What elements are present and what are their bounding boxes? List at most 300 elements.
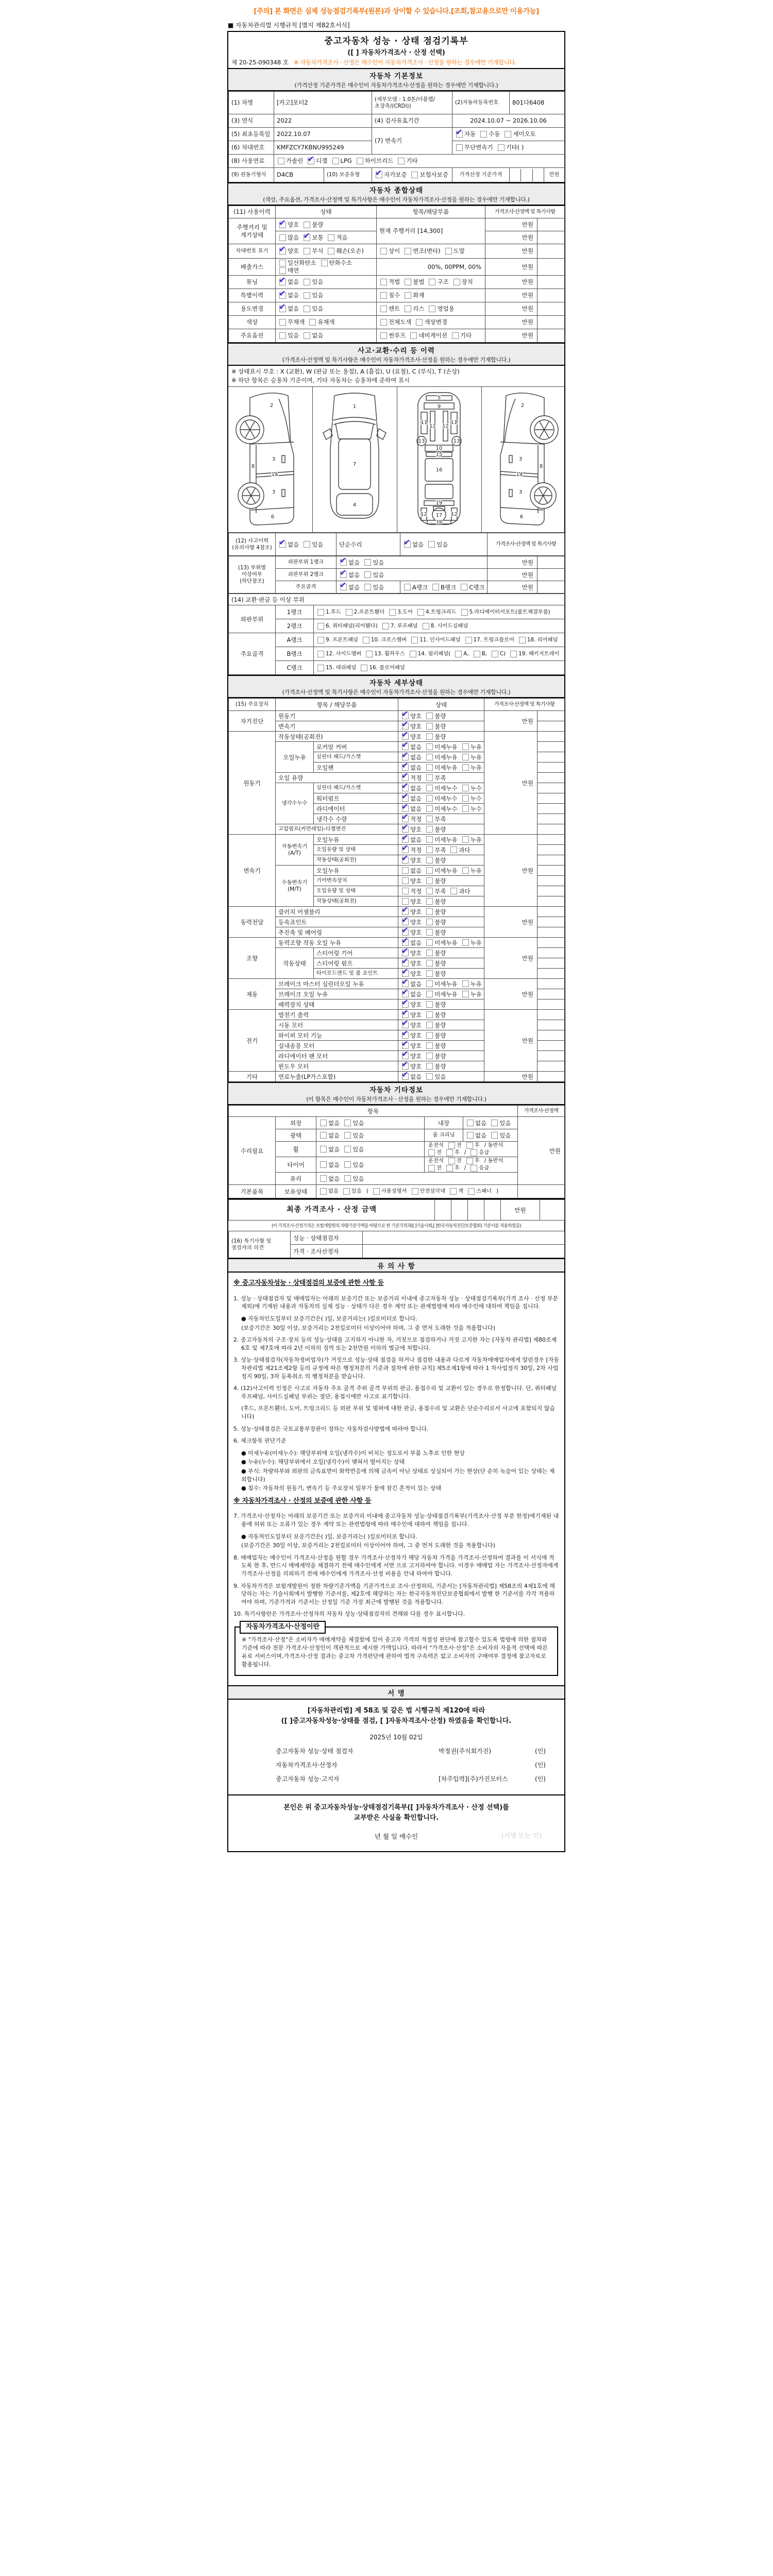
price-digit-box <box>532 169 544 181</box>
checkbox[interactable] <box>462 754 469 760</box>
signer-role: 중고자동차 성능·고지자 <box>276 1775 340 1783</box>
checkbox-label: 누수 <box>470 805 482 812</box>
checkbox[interactable] <box>445 248 452 255</box>
checkbox[interactable] <box>417 609 424 616</box>
checkbox-checked[interactable] <box>402 1032 409 1039</box>
checkbox[interactable] <box>426 743 433 750</box>
checkbox-checked[interactable] <box>279 222 286 228</box>
checkbox[interactable] <box>426 929 433 936</box>
checkbox[interactable] <box>429 279 435 285</box>
svg-text:3: 3 <box>518 456 523 463</box>
checkbox-cell <box>276 329 377 342</box>
checkbox[interactable] <box>491 1120 498 1126</box>
checkbox-label: 있음 <box>352 1119 364 1127</box>
checkbox-label: 없음 <box>475 1131 487 1139</box>
checkbox[interactable] <box>405 248 411 255</box>
checkbox-cell <box>314 633 565 647</box>
checkbox-checked[interactable] <box>402 733 409 740</box>
checkbox[interactable] <box>380 306 387 312</box>
checkbox[interactable] <box>426 836 433 843</box>
checkbox-label: 미세누유 <box>434 990 458 998</box>
checkbox[interactable] <box>428 541 435 548</box>
empty-cell <box>540 1200 565 1221</box>
checkbox[interactable] <box>317 637 324 643</box>
table-cell: 오일팬 <box>314 762 398 773</box>
table-cell: 자동변속기 (A/T) <box>276 835 314 866</box>
checkbox[interactable] <box>328 234 334 241</box>
checkbox-checked[interactable] <box>402 1063 409 1070</box>
state-code-note: ※ 하단 항목은 승용차 기준이며, 기타 자동차는 승용차에 준하여 표시 <box>231 377 410 384</box>
checkbox-checked[interactable] <box>402 1042 409 1049</box>
checkbox-label: 없음 <box>288 292 299 299</box>
checkbox[interactable] <box>450 888 457 894</box>
checkbox-checked[interactable] <box>402 857 409 863</box>
checkbox-checked[interactable] <box>402 743 409 750</box>
checkbox[interactable] <box>426 795 433 802</box>
checkbox[interactable] <box>448 1142 455 1149</box>
empty-cell <box>537 1061 565 1072</box>
table-cell: 만원 <box>485 218 537 231</box>
checkbox[interactable] <box>412 1188 418 1195</box>
table-cell: 항목 <box>229 1106 518 1117</box>
checkbox[interactable] <box>426 785 433 791</box>
checkbox[interactable] <box>344 1120 351 1126</box>
checkbox[interactable] <box>456 144 463 151</box>
checkbox-checked[interactable] <box>402 1001 409 1008</box>
checkbox[interactable] <box>450 1188 457 1195</box>
checkbox[interactable] <box>429 306 435 312</box>
checkbox[interactable] <box>317 651 324 657</box>
checkbox-label: 있음 <box>312 292 324 299</box>
table-cell: (13) 부위별 이상여부 (하단참조) <box>229 556 276 594</box>
checkbox[interactable] <box>466 1158 473 1164</box>
checkbox[interactable] <box>452 332 459 339</box>
checkbox[interactable] <box>461 609 468 616</box>
checkbox[interactable] <box>462 764 469 771</box>
checkbox-label: 있음 <box>312 540 324 548</box>
checkbox[interactable] <box>465 637 472 643</box>
checkbox[interactable] <box>462 980 469 987</box>
checkbox[interactable] <box>462 867 469 874</box>
checkbox[interactable] <box>491 1132 498 1139</box>
state-code-legend: ※ 상태표시 부호 : X (교환), W (판금 또는 용접), A (흠집), U (요철), C (부식), T (손상) <box>231 367 460 375</box>
checkbox[interactable] <box>426 898 433 905</box>
checkbox[interactable] <box>446 1165 453 1172</box>
checkbox[interactable] <box>462 836 469 843</box>
checkbox[interactable] <box>317 609 324 616</box>
checkbox[interactable] <box>426 846 433 853</box>
checkbox[interactable] <box>426 816 433 822</box>
checkbox-checked[interactable] <box>402 826 409 833</box>
checkbox[interactable] <box>467 1132 474 1139</box>
checkbox-cell <box>398 866 484 876</box>
checkbox[interactable] <box>462 795 469 802</box>
checkbox[interactable] <box>426 960 433 967</box>
checkbox[interactable] <box>426 1073 433 1080</box>
checkbox[interactable] <box>279 260 286 266</box>
table-cell: (11) 사용이력 <box>229 206 276 218</box>
price-digit-box <box>510 169 520 181</box>
checkbox-checked[interactable] <box>279 541 286 548</box>
checkbox[interactable] <box>344 1146 351 1153</box>
checkbox-label: 양호 <box>410 825 422 833</box>
checkbox[interactable] <box>426 991 433 997</box>
checkbox[interactable] <box>373 1188 380 1195</box>
table-cell: (1) 차명 <box>229 92 274 114</box>
checkbox-label: 2.프론트휀더 <box>354 608 385 615</box>
checkbox-label: 적정 <box>410 774 422 782</box>
checkbox[interactable] <box>389 609 396 616</box>
empty-cell <box>537 218 565 231</box>
checkbox-cell <box>276 302 377 315</box>
checkbox[interactable] <box>426 1032 433 1039</box>
checkbox-checked[interactable] <box>402 929 409 936</box>
checkbox[interactable] <box>309 319 316 326</box>
checkbox[interactable] <box>343 1188 350 1195</box>
checkbox-label: 훼손(오손) <box>336 247 364 255</box>
checkbox-checked[interactable] <box>402 795 409 802</box>
checkbox-checked[interactable] <box>402 764 409 771</box>
checkbox[interactable] <box>423 623 429 630</box>
checkbox[interactable] <box>426 713 433 719</box>
checkbox[interactable] <box>380 248 387 255</box>
checkbox-label: B랭크 <box>441 583 457 591</box>
checkbox-checked[interactable] <box>402 774 409 781</box>
checkbox[interactable] <box>426 805 433 812</box>
checkbox-label: 전 <box>436 1149 442 1156</box>
checkbox-checked[interactable] <box>402 723 409 730</box>
checkbox[interactable] <box>332 158 339 164</box>
checkbox-label: 없음 <box>410 805 422 812</box>
checkbox[interactable] <box>426 908 433 915</box>
checkbox-checked[interactable] <box>340 559 347 566</box>
vehicle-diagram-underbody <box>397 387 482 532</box>
inline-text: ( <box>366 1188 368 1195</box>
section-title: 자동차 기본정보 <box>369 72 423 80</box>
checkbox[interactable] <box>426 1001 433 1008</box>
checkbox[interactable] <box>446 1149 453 1156</box>
checkbox[interactable] <box>317 623 324 630</box>
checkbox[interactable] <box>405 306 411 312</box>
checkbox[interactable] <box>278 158 284 164</box>
checkbox[interactable] <box>426 857 433 863</box>
checkbox[interactable] <box>462 939 469 946</box>
table-cell: 주행거리 및 계기상태 <box>229 218 276 244</box>
checkbox-label: 수동 <box>489 130 500 138</box>
checkbox[interactable] <box>363 637 369 643</box>
checkbox[interactable] <box>320 1132 327 1139</box>
checkbox[interactable] <box>398 158 405 164</box>
checkbox[interactable] <box>402 877 409 884</box>
checkbox-checked[interactable] <box>402 713 409 719</box>
checkbox[interactable] <box>510 651 517 657</box>
checkbox[interactable] <box>426 888 433 894</box>
seal-mark: (인) <box>535 1775 546 1783</box>
checkbox[interactable] <box>304 222 310 228</box>
checkbox[interactable] <box>328 248 334 255</box>
checkbox[interactable] <box>426 1063 433 1070</box>
checkbox[interactable] <box>320 1175 327 1182</box>
checkbox[interactable] <box>426 867 433 874</box>
checkbox[interactable] <box>470 1149 477 1156</box>
checkbox-checked[interactable] <box>456 131 463 138</box>
checkbox[interactable] <box>380 279 387 285</box>
empty-cell <box>537 835 565 845</box>
checkbox[interactable] <box>380 292 387 299</box>
checkbox-label: 없음 <box>410 980 422 988</box>
table-cell: 작동상태 <box>276 948 314 979</box>
checkbox[interactable] <box>416 319 423 326</box>
checkbox[interactable] <box>426 980 433 987</box>
checkbox[interactable] <box>320 1146 327 1153</box>
checkbox[interactable] <box>428 1165 435 1172</box>
checkbox-checked[interactable] <box>376 172 382 178</box>
checkbox[interactable] <box>279 267 286 274</box>
checkbox[interactable] <box>474 651 480 657</box>
checkbox[interactable] <box>411 637 418 643</box>
checkbox-label: 없음 <box>410 764 422 771</box>
table-cell: 오일유량 및 상태 <box>314 845 398 855</box>
checkbox-label: 6. 쿼터패널(리어휀다) <box>326 622 378 629</box>
checkbox[interactable] <box>450 846 457 853</box>
checkbox-cell <box>400 581 488 594</box>
checkbox[interactable] <box>404 584 411 590</box>
checkbox[interactable] <box>320 1120 327 1126</box>
svg-text:13: 13 <box>453 438 460 445</box>
notice-paragraph: (보증기간은 30일 이상, 보증거리는 2천킬로미터 이상이어야 하며, 그 중 먼저 도래한 것을 적용합니다) <box>241 1324 495 1331</box>
table-cell: (5) 최초등록일 <box>229 128 274 141</box>
checkbox[interactable] <box>519 637 526 643</box>
checkbox-label: 불량 <box>434 1042 446 1049</box>
checkbox-checked[interactable] <box>279 292 286 299</box>
checkbox[interactable] <box>426 1011 433 1018</box>
checkbox-label: 9. 프론트패널 <box>326 636 358 643</box>
state-code-notes <box>228 366 564 387</box>
checkbox[interactable] <box>279 332 286 339</box>
checkbox[interactable] <box>357 158 363 164</box>
table-cell: 기타 <box>229 1072 276 1082</box>
checkbox-label: 장치 <box>461 278 473 286</box>
checkbox-cell <box>276 275 377 289</box>
table-cell: (6) 차대번호 <box>229 141 274 155</box>
svg-text:13: 13 <box>418 438 425 445</box>
checkbox[interactable] <box>411 172 418 178</box>
checkbox[interactable] <box>304 541 310 548</box>
checkbox[interactable] <box>344 1175 351 1182</box>
checkbox[interactable] <box>462 743 469 750</box>
checkbox-checked[interactable] <box>402 908 409 915</box>
checkbox-cell <box>276 244 377 259</box>
checkbox-checked[interactable] <box>402 991 409 997</box>
checkbox[interactable] <box>346 609 352 616</box>
checkbox[interactable] <box>426 1042 433 1049</box>
checkbox[interactable] <box>380 319 387 326</box>
checkbox-cell <box>398 969 484 979</box>
checkbox[interactable] <box>402 888 409 894</box>
table-cell: B랭크 <box>276 647 314 661</box>
empty-cell <box>537 979 565 989</box>
checkbox[interactable] <box>320 1188 327 1195</box>
checkbox[interactable] <box>453 279 460 285</box>
checkbox-checked[interactable] <box>340 571 347 578</box>
checkbox-label: 12. 사이드멤버 <box>326 650 362 657</box>
checkbox[interactable] <box>426 774 433 781</box>
accident-history-table <box>228 533 564 556</box>
checkbox[interactable] <box>462 785 469 791</box>
checkbox[interactable] <box>410 651 416 657</box>
table-cell: (7) 변속기 <box>372 128 452 155</box>
checkbox[interactable] <box>426 970 433 977</box>
checkbox-checked[interactable] <box>279 248 286 255</box>
checkbox[interactable] <box>426 950 433 956</box>
checkbox-checked[interactable] <box>402 1011 409 1018</box>
checkbox-checked[interactable] <box>402 970 409 977</box>
checkbox-checked[interactable] <box>402 950 409 956</box>
checkbox-cell <box>314 605 565 619</box>
checkbox-checked[interactable] <box>402 754 409 760</box>
table-cell: 자기진단 <box>229 711 276 732</box>
checkbox-label: 미세누유 <box>434 867 458 874</box>
checkbox-checked[interactable] <box>402 816 409 822</box>
checkbox[interactable] <box>470 1165 477 1172</box>
checkbox[interactable] <box>455 651 462 657</box>
notice-paragraph: 2. 중고자동차의 구조·장치 등의 성능·상태를 고지하지 아니한 자, 거짓으로 점검하거나 거짓 고지한 자는 [자동차 관리법] 제80조제6호 및 제7호에 따라 2년 이하의 징역 또는 2천만원 이하의 벌금에 처합니다. <box>233 1336 557 1351</box>
checkbox[interactable] <box>461 584 467 590</box>
checkbox[interactable] <box>364 559 371 566</box>
checkbox[interactable] <box>426 723 433 730</box>
checkbox[interactable] <box>405 279 411 285</box>
checkbox[interactable] <box>405 292 411 299</box>
checkbox-checked[interactable] <box>402 939 409 946</box>
table-cell: 가격조사·산정액 및 특기사항 <box>488 533 565 556</box>
checkbox[interactable] <box>402 867 409 874</box>
inline-text: ) <box>496 1188 499 1195</box>
checkbox[interactable] <box>304 279 310 285</box>
svg-text:15: 15 <box>435 452 443 458</box>
checkbox[interactable] <box>317 665 324 671</box>
checkbox-checked[interactable] <box>402 836 409 843</box>
checkbox[interactable] <box>426 1022 433 1028</box>
checkbox[interactable] <box>426 733 433 740</box>
notice-paragraph: 7. 가격조사·산정자는 아래의 보증기간 또는 보증거리 이내에 중고자동차 성능·상태점검기록부(가격조사·산정 부분 한정)에기재된 내용에 허위 또는 오류가 있는 경우 계약 또는 관련법령에 따라 매수인에 대하여 책임을 집니다. <box>233 1513 559 1528</box>
checkbox[interactable] <box>426 764 433 771</box>
checkbox[interactable] <box>344 1161 351 1168</box>
checkbox[interactable] <box>468 1188 475 1195</box>
checkbox[interactable] <box>426 919 433 925</box>
checkbox[interactable] <box>426 877 433 884</box>
table-cell: 가격조사·산정액 및 특기사항 <box>484 699 565 711</box>
checkbox[interactable] <box>361 665 367 671</box>
table-cell: 배출가스 <box>229 259 276 276</box>
checkbox-cell <box>425 1142 518 1157</box>
checkbox-checked[interactable] <box>402 919 409 925</box>
price-digit-box <box>520 169 532 181</box>
checkbox[interactable] <box>432 584 439 590</box>
table-cell: 배력장치 상태 <box>276 999 398 1010</box>
checkbox-checked[interactable] <box>402 1053 409 1059</box>
checkbox[interactable] <box>304 332 310 339</box>
checkbox-checked[interactable] <box>402 1022 409 1028</box>
checkbox-cell <box>398 1061 484 1072</box>
checkbox-checked[interactable] <box>304 234 310 241</box>
checkbox-checked[interactable] <box>402 846 409 853</box>
checkbox[interactable] <box>498 144 505 151</box>
checkbox-label: 있음 <box>352 1161 364 1168</box>
table-cell: 조향 <box>229 938 276 979</box>
empty-cell <box>537 814 565 824</box>
checkbox[interactable] <box>321 260 328 266</box>
checkbox[interactable] <box>279 234 286 241</box>
checkbox[interactable] <box>466 1142 473 1149</box>
checkbox[interactable] <box>402 898 409 905</box>
checkbox[interactable] <box>366 651 373 657</box>
table-cell: 만원 <box>484 1010 537 1072</box>
empty-cell <box>537 793 565 804</box>
checkbox[interactable] <box>304 292 310 299</box>
checkbox-checked[interactable] <box>308 158 314 164</box>
checkbox-checked[interactable] <box>402 785 409 791</box>
checkbox-checked[interactable] <box>279 279 286 285</box>
checkbox-checked[interactable] <box>279 306 286 312</box>
checkbox[interactable] <box>364 584 371 590</box>
checkbox[interactable] <box>344 1132 351 1139</box>
checkbox-label: 적정 <box>410 887 422 895</box>
table-cell: 2랭크 <box>276 619 314 633</box>
checkbox[interactable] <box>380 332 387 339</box>
checkbox-cell <box>398 979 484 989</box>
document-number-note: ※ 자동차가격조사 · 산정은 매수인이 자동차가격조사 · 산정을 원하는 경우에만 기재합니다. <box>294 59 517 66</box>
checkbox[interactable] <box>480 131 487 138</box>
checkbox[interactable] <box>320 1161 327 1168</box>
checkbox[interactable] <box>426 754 433 760</box>
checkbox-label: 도말 <box>453 247 465 255</box>
table-cell: 실린더 헤드/가스켓 <box>314 783 398 793</box>
checkbox-label: 불량 <box>434 1011 446 1019</box>
checkbox[interactable] <box>462 805 469 812</box>
checkbox[interactable] <box>410 332 417 339</box>
checkbox-checked[interactable] <box>340 584 347 590</box>
checkbox-checked[interactable] <box>402 805 409 812</box>
checkbox[interactable] <box>364 571 371 578</box>
checkbox[interactable] <box>279 319 286 326</box>
checkbox[interactable] <box>467 1120 474 1126</box>
checkbox[interactable] <box>505 131 511 138</box>
checkbox[interactable] <box>304 306 310 312</box>
checkbox[interactable] <box>426 939 433 946</box>
checkbox-label: 변조(변타) <box>413 247 441 255</box>
definition-box-text: ※ "가격조사·산정"은 소비자가 매매계약을 체결함에 있어 중고차 가격의 적절성 판단에 참고할수 있도록 법령에 의한 절차와 기준에 따라 전문 가격조사·산정인이 객관적으로 제시한 가액입니다. 따라서 "가격조사·산정"은 소비자의 자율적 선택에 따른 유료 서비스이며,가격조사·산정 결과는 중고차 가격판단에 관하여 법적 구속력은 없고 소비자의 구매여부 결정에 참고자료로 활용됩니다. <box>242 1636 548 1668</box>
section-title: 유 의 사 항 <box>377 1262 415 1271</box>
checkbox-checked[interactable] <box>402 980 409 987</box>
table-cell: 제동 <box>229 979 276 1010</box>
checkbox-checked[interactable] <box>402 1073 409 1080</box>
checkbox-label: 과다 <box>459 887 470 895</box>
checkbox[interactable] <box>492 651 498 657</box>
table-cell: 가격 · 조사산정자 <box>291 1245 363 1258</box>
table-cell: 주요옵션 <box>229 329 276 342</box>
checkbox-checked[interactable] <box>402 960 409 967</box>
checkbox-checked[interactable] <box>404 541 411 548</box>
checkbox[interactable] <box>462 991 469 997</box>
checkbox-label: 8. 사이드실패널 <box>430 622 468 629</box>
checkbox[interactable] <box>428 1149 435 1156</box>
checkbox[interactable] <box>426 1053 433 1059</box>
checkbox[interactable] <box>304 248 310 255</box>
empty-cell <box>537 824 565 835</box>
checkbox[interactable] <box>448 1158 455 1164</box>
checkbox[interactable] <box>382 623 389 630</box>
checkbox[interactable] <box>426 826 433 833</box>
